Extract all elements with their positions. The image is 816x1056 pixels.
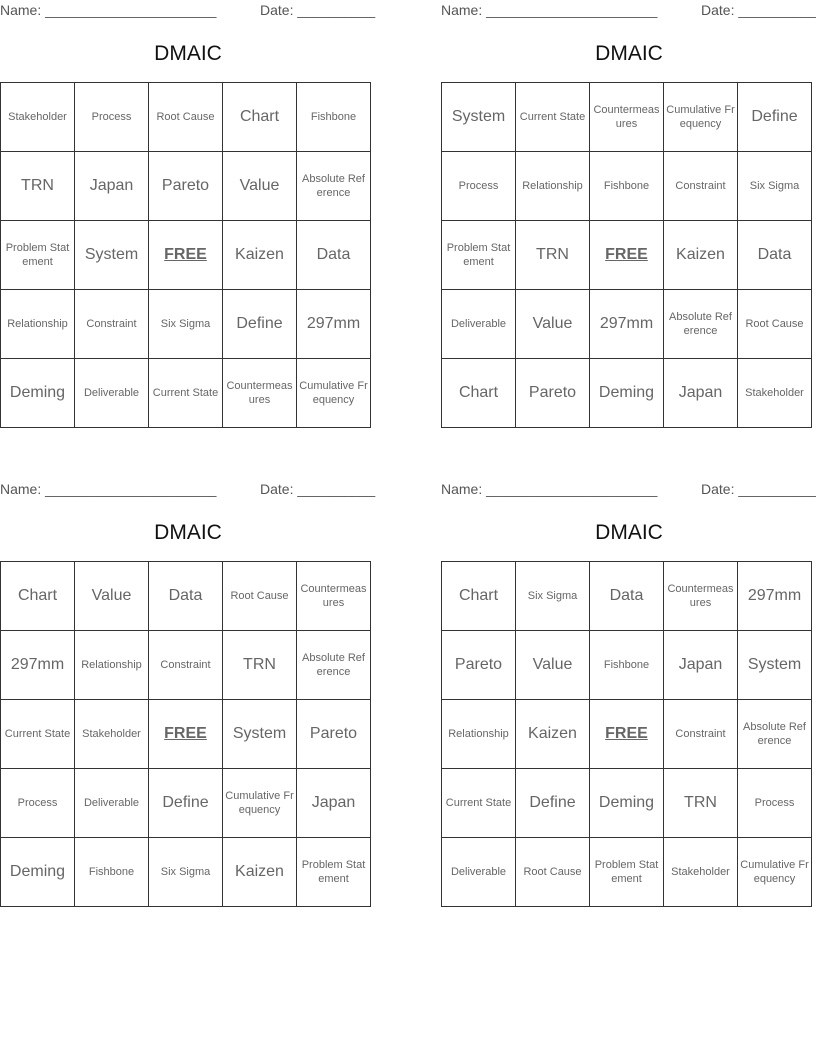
bingo-cell[interactable]: Problem Statement: [442, 221, 516, 290]
free-space-cell[interactable]: FREE: [149, 221, 223, 290]
bingo-cell[interactable]: Absolute Reference: [738, 700, 812, 769]
bingo-cell[interactable]: Process: [75, 83, 149, 152]
bingo-cell[interactable]: TRN: [516, 221, 590, 290]
bingo-cell[interactable]: Current State: [516, 83, 590, 152]
bingo-cell[interactable]: Root Cause: [149, 83, 223, 152]
bingo-cell[interactable]: Absolute Reference: [664, 290, 738, 359]
bingo-cell[interactable]: Process: [1, 769, 75, 838]
name-field: Name: ______________________: [441, 2, 658, 18]
card-title: DMAIC: [595, 42, 663, 65]
grid-row: [442, 359, 812, 428]
bingo-cell[interactable]: Value: [223, 152, 297, 221]
grid-row: [1, 83, 371, 152]
bingo-cell[interactable]: Countermeasures: [297, 562, 371, 631]
bingo-cell[interactable]: Stakeholder: [1, 83, 75, 152]
bingo-cell[interactable]: Relationship: [516, 152, 590, 221]
bingo-grid: [0, 561, 371, 907]
bingo-cell[interactable]: TRN: [1, 152, 75, 221]
bingo-cell[interactable]: Japan: [664, 631, 738, 700]
grid-row: [442, 769, 812, 838]
grid-row: [442, 83, 812, 152]
bingo-cell[interactable]: Japan: [75, 152, 149, 221]
free-space-cell[interactable]: FREE: [149, 700, 223, 769]
bingo-cell[interactable]: Six Sigma: [738, 152, 812, 221]
bingo-cell[interactable]: Six Sigma: [149, 838, 223, 907]
bingo-cell[interactable]: TRN: [664, 769, 738, 838]
bingo-cell[interactable]: Pareto: [297, 700, 371, 769]
bingo-cell[interactable]: Problem Statement: [590, 838, 664, 907]
bingo-cell[interactable]: Constraint: [664, 152, 738, 221]
bingo-cell[interactable]: Stakeholder: [75, 700, 149, 769]
grid-row: [1, 631, 371, 700]
date-field: Date: __________: [260, 481, 376, 497]
grid-row: [1, 152, 371, 221]
bingo-cell[interactable]: Value: [516, 631, 590, 700]
bingo-card-4: [441, 479, 816, 919]
bingo-cell[interactable]: Six Sigma: [149, 290, 223, 359]
grid-row: [442, 152, 812, 221]
bingo-cell[interactable]: Process: [738, 769, 812, 838]
grid-row: [442, 290, 812, 359]
bingo-cell[interactable]: 297mm: [590, 290, 664, 359]
bingo-cell[interactable]: 297mm: [297, 290, 371, 359]
bingo-cell[interactable]: Relationship: [442, 700, 516, 769]
bingo-cell[interactable]: Absolute Reference: [297, 631, 371, 700]
bingo-card-1: [0, 0, 376, 440]
bingo-cell[interactable]: Kaizen: [223, 838, 297, 907]
grid-row: [442, 838, 812, 907]
bingo-cell[interactable]: Pareto: [442, 631, 516, 700]
bingo-cell[interactable]: Constraint: [149, 631, 223, 700]
bingo-cell[interactable]: Pareto: [149, 152, 223, 221]
name-field: Name: ______________________: [0, 2, 217, 18]
bingo-cell[interactable]: 297mm: [738, 562, 812, 631]
bingo-cell[interactable]: Absolute Reference: [297, 152, 371, 221]
grid-row: [1, 562, 371, 631]
bingo-cell[interactable]: Fishbone: [590, 152, 664, 221]
bingo-cell[interactable]: Chart: [223, 83, 297, 152]
bingo-cell[interactable]: Deming: [590, 769, 664, 838]
bingo-grid: [441, 561, 812, 907]
bingo-cell[interactable]: Cumulative Frequency: [297, 359, 371, 428]
bingo-cell[interactable]: Deming: [590, 359, 664, 428]
bingo-cell[interactable]: Kaizen: [223, 221, 297, 290]
bingo-cell[interactable]: Define: [738, 83, 812, 152]
bingo-cell[interactable]: Stakeholder: [738, 359, 812, 428]
bingo-cell[interactable]: Countermeasures: [590, 83, 664, 152]
bingo-cell[interactable]: Countermeasures: [664, 562, 738, 631]
bingo-cell[interactable]: Fishbone: [75, 838, 149, 907]
bingo-cell[interactable]: Problem Statement: [1, 221, 75, 290]
bingo-cell[interactable]: Relationship: [1, 290, 75, 359]
bingo-card-3: [0, 479, 376, 919]
bingo-cell[interactable]: Constraint: [664, 700, 738, 769]
grid-row: [1, 769, 371, 838]
bingo-cell[interactable]: Deliverable: [75, 359, 149, 428]
bingo-cell[interactable]: 297mm: [1, 631, 75, 700]
bingo-grid: [0, 82, 371, 428]
grid-row: [1, 359, 371, 428]
bingo-cell[interactable]: Chart: [1, 562, 75, 631]
bingo-cell[interactable]: Deliverable: [442, 838, 516, 907]
card-title: DMAIC: [154, 42, 222, 65]
bingo-grid: [441, 82, 812, 428]
bingo-cell[interactable]: Stakeholder: [664, 838, 738, 907]
grid-row: [442, 562, 812, 631]
bingo-cell[interactable]: Value: [75, 562, 149, 631]
bingo-cell[interactable]: Deming: [1, 359, 75, 428]
bingo-cell[interactable]: Chart: [442, 562, 516, 631]
bingo-cell[interactable]: Cumulative Frequency: [664, 83, 738, 152]
bingo-cell[interactable]: Value: [516, 290, 590, 359]
grid-row: [442, 221, 812, 290]
bingo-cell[interactable]: Root Cause: [516, 838, 590, 907]
bingo-cell[interactable]: Current State: [1, 700, 75, 769]
bingo-cell[interactable]: Define: [516, 769, 590, 838]
bingo-cell[interactable]: System: [442, 83, 516, 152]
bingo-cell[interactable]: Kaizen: [516, 700, 590, 769]
bingo-cell[interactable]: Kaizen: [664, 221, 738, 290]
bingo-cell[interactable]: Constraint: [75, 290, 149, 359]
bingo-cell[interactable]: Countermeasures: [223, 359, 297, 428]
bingo-cell[interactable]: Data: [297, 221, 371, 290]
free-space-cell[interactable]: FREE: [590, 700, 664, 769]
bingo-cell[interactable]: Relationship: [75, 631, 149, 700]
grid-row: [442, 631, 812, 700]
grid-row: [1, 290, 371, 359]
bingo-cell[interactable]: System: [75, 221, 149, 290]
bingo-cell[interactable]: Japan: [297, 769, 371, 838]
bingo-cell[interactable]: Six Sigma: [516, 562, 590, 631]
bingo-cell[interactable]: TRN: [223, 631, 297, 700]
bingo-cell[interactable]: Fishbone: [297, 83, 371, 152]
bingo-cell[interactable]: Root Cause: [738, 290, 812, 359]
name-field: Name: ______________________: [441, 481, 658, 497]
date-field: Date: __________: [260, 2, 376, 18]
bingo-cell[interactable]: Japan: [664, 359, 738, 428]
bingo-card-2: [441, 0, 816, 440]
bingo-cell[interactable]: Deliverable: [75, 769, 149, 838]
free-space-cell[interactable]: FREE: [590, 221, 664, 290]
bingo-cell[interactable]: System: [223, 700, 297, 769]
card-title: DMAIC: [154, 521, 222, 544]
bingo-cell[interactable]: Deliverable: [442, 290, 516, 359]
bingo-cell[interactable]: Data: [149, 562, 223, 631]
bingo-cell[interactable]: Cumulative Frequency: [738, 838, 812, 907]
bingo-cell[interactable]: Fishbone: [590, 631, 664, 700]
grid-row: [1, 700, 371, 769]
bingo-cell[interactable]: Process: [442, 152, 516, 221]
bingo-cell[interactable]: Root Cause: [223, 562, 297, 631]
grid-row: [442, 700, 812, 769]
bingo-cell[interactable]: Deming: [1, 838, 75, 907]
bingo-cell[interactable]: Pareto: [516, 359, 590, 428]
bingo-cell[interactable]: Data: [590, 562, 664, 631]
bingo-cell[interactable]: Current State: [149, 359, 223, 428]
bingo-cell[interactable]: System: [738, 631, 812, 700]
grid-row: [1, 838, 371, 907]
bingo-cell[interactable]: Problem Statement: [297, 838, 371, 907]
bingo-cell[interactable]: Define: [223, 290, 297, 359]
date-field: Date: __________: [701, 481, 816, 497]
date-field: Date: __________: [701, 2, 816, 18]
bingo-cell[interactable]: Cumulative Frequency: [223, 769, 297, 838]
bingo-cell[interactable]: Current State: [442, 769, 516, 838]
card-title: DMAIC: [595, 521, 663, 544]
bingo-cell[interactable]: Define: [149, 769, 223, 838]
bingo-cell[interactable]: Data: [738, 221, 812, 290]
grid-row: [1, 221, 371, 290]
bingo-cell[interactable]: Chart: [442, 359, 516, 428]
name-field: Name: ______________________: [0, 481, 217, 497]
